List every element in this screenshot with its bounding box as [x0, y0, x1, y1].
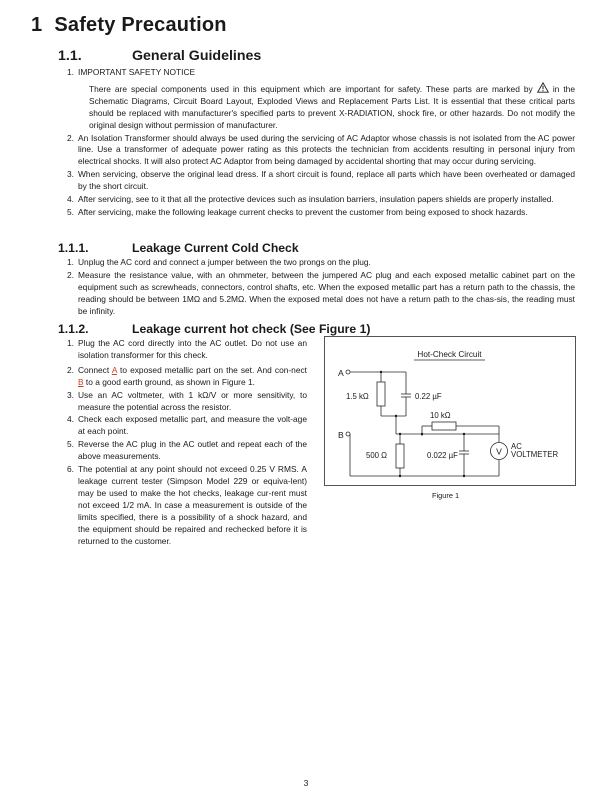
item-text: Check each exposed metallic part, and measure the volt-age at each point. — [78, 414, 307, 437]
list-item — [67, 464, 307, 547]
item-text: Reverse the AC plug in the AC outlet and repeat each of the above measurements. — [78, 439, 307, 462]
item-number: 5. — [67, 206, 74, 217]
item-text: Connect — [78, 364, 110, 375]
notice-text-after: in the Schematic Diagrams, Circuit Board Layout, Exploded Views and Replacement Parts List. It is essential that these critical parts should be replaced with manufacturer's specified parts to prevent X-RADIATION, shock fire, or other hazards. Do not modify the original design without permission of manufacturer. — [89, 83, 575, 130]
list-item — [67, 133, 575, 169]
subsection-heading-hot-check — [58, 322, 370, 336]
point-a-marker: A — [111, 364, 117, 375]
subsection-heading-cold-check — [58, 241, 299, 255]
point-b-marker: B — [78, 376, 84, 387]
list-item — [67, 194, 575, 206]
list-item — [67, 365, 307, 389]
item-text: to exposed metallic part on the set. And con-nect — [120, 364, 308, 375]
item-text: Unplug the AC cord and connect a jumper between the two prongs on the plug. — [78, 257, 371, 267]
terminal-a-circle — [346, 370, 350, 374]
list-item — [67, 414, 307, 438]
r1-label: 1.5 kΩ — [346, 392, 369, 401]
figure-caption: Figure 1 — [432, 491, 460, 500]
section-title: General Guidelines — [132, 48, 262, 64]
chapter-number: 1 — [31, 14, 43, 36]
item-text: Plug the AC cord directly into the AC outlet. Do not use an isolation transformer for this check. — [78, 338, 307, 360]
voltmeter-symbol: V — [496, 446, 502, 457]
warning-triangle-icon — [537, 82, 549, 93]
item-number: 4. — [67, 194, 74, 205]
r2-label: 10 kΩ — [430, 411, 451, 420]
item-number: 2. — [67, 364, 74, 375]
list-item — [67, 257, 575, 269]
cold-check-list — [67, 257, 575, 318]
general-guidelines-list — [67, 67, 575, 219]
section-heading-general-guidelines — [58, 48, 261, 64]
section-number: 1.1. — [58, 48, 82, 64]
safety-notice-paragraph — [67, 82, 575, 132]
item-number: 1. — [67, 338, 74, 348]
list-item — [67, 338, 307, 362]
chapter-title: Safety Precaution — [54, 14, 227, 36]
voltmeter-label-ac: AC — [511, 442, 522, 451]
resistor-500 — [396, 444, 404, 468]
item-text: to a good earth ground, as shown in Figure 1. — [85, 376, 255, 387]
item-number: 3. — [67, 169, 74, 180]
resistor-1-5k — [377, 382, 385, 406]
c2-label: 0.022 µF — [427, 451, 458, 460]
list-item — [67, 169, 575, 193]
item-number: 3. — [67, 389, 74, 400]
item-number: 5. — [67, 439, 74, 450]
hot-check-circuit-diagram — [324, 336, 576, 486]
terminal-b-circle — [346, 432, 350, 436]
list-item — [67, 67, 575, 132]
hot-check-list — [67, 338, 307, 547]
c1-label: 0.22 µF — [415, 392, 442, 401]
list-item — [67, 390, 307, 414]
hot-check-figure — [324, 336, 576, 506]
subsection-number: 1.1.2. — [58, 322, 89, 336]
chapter-heading — [31, 14, 227, 37]
list-item — [67, 270, 575, 318]
resistor-10k — [432, 422, 456, 430]
terminal-b-label: B — [338, 430, 344, 440]
voltmeter-label: VOLTMETER — [511, 450, 559, 459]
item-text: After servicing, make the following leakage current checks to prevent the customer from being exposed to shock hazards. — [78, 206, 528, 217]
subsection-title: Leakage Current Cold Check — [132, 241, 299, 255]
item-number: 1. — [67, 67, 74, 77]
item-text: An Isolation Transformer should always be used during the servicing of AC Adaptor whose chassis is not isolated from the AC power line. Use a transformer of adequate power rating as this protects the technician from accidents resulting in personal injury from electrical shocks. It will also protect AC Adaptor from being damaged by accidental shorting that may occur during servicing. — [78, 132, 575, 167]
page-number: 3 — [303, 778, 309, 788]
list-item — [67, 207, 575, 219]
item-number: 2. — [67, 269, 74, 280]
item-number: 6. — [67, 464, 74, 475]
list-item — [67, 439, 307, 463]
notice-text-before: There are special components used in this equipment which are important for safety. These parts are marked by — [89, 83, 533, 94]
item-number: 2. — [67, 132, 74, 143]
item-text: After servicing, see to it that all the protective devices such as insulation barriers, insulation papers shields are properly installed. — [78, 194, 554, 205]
item-text: Measure the resistance value, with an ohmmeter, between the jumpered AC plug and each exposed metallic cabinet part on the equipment such as screwheads, connectors, control shafts, etc. When the exposed metallic part has a return path to the chassis, the reading should be between 1MΩ and 5.2MΩ. When the exposed metal does not have a return path to the chas-sis, the reading must be infinity. — [78, 269, 575, 316]
item-text: Use an AC voltmeter, with 1 kΩ/V or more sensitivity, to measure the potential across the resistor. — [78, 389, 307, 412]
figure-title: Hot-Check Circuit — [417, 350, 482, 359]
r3-label: 500 Ω — [366, 451, 388, 460]
subsection-number: 1.1.1. — [58, 241, 89, 255]
item-number: 1. — [67, 257, 74, 267]
item-text: The potential at any point should not exceed 0.25 V RMS. A leakage current tester (Simpson Model 229 or equiva-lent) may be used to make the hot checks, leakage cur-rent must not exceed 1/2 mA. In case a measurement is outside of the limits specified, there is a possibility of a shock hazard, and the equipment should be repaired and rechecked before it is returned to the customer. — [78, 464, 307, 546]
item-number: 4. — [67, 414, 74, 425]
subsection-title: Leakage current hot check (See Figure 1) — [132, 322, 371, 336]
item-text: When servicing, observe the original lead dress. If a short circuit is found, replace all parts which have been overheated or damaged by the short circuit. — [78, 169, 575, 192]
item-text: IMPORTANT SAFETY NOTICE — [78, 67, 196, 77]
terminal-a-label: A — [338, 368, 344, 378]
